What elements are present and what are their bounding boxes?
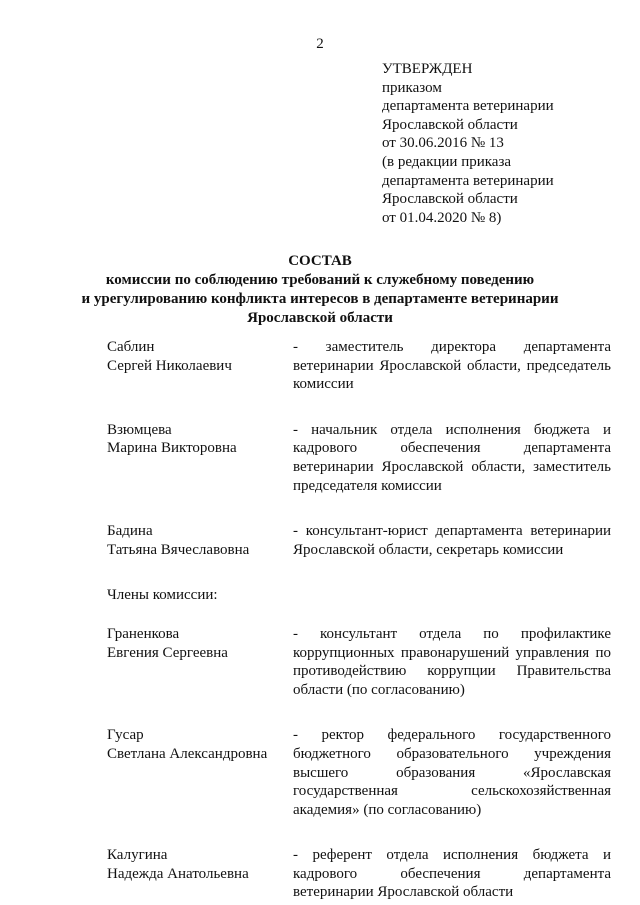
approval-line: департамента ветеринарии: [382, 98, 554, 115]
approval-block: [382, 60, 554, 227]
member-surname: Бадина: [107, 523, 153, 540]
member-given-names: Марина Викторовна: [107, 440, 237, 457]
member-surname: Граненкова: [107, 625, 180, 642]
approval-line: Ярославской области: [382, 116, 518, 133]
heading-line: и урегулированию конфликта интересов в департаменте ветеринарии: [81, 291, 559, 307]
member-name: [107, 625, 293, 699]
document-heading: [60, 252, 580, 328]
member-surname: Взюмцева: [107, 421, 172, 438]
page-number: 2: [316, 36, 324, 52]
member-name: [107, 726, 293, 819]
member-name: [107, 846, 293, 902]
member-given-names: Татьяна Вячеславовна: [107, 541, 250, 558]
member-name: [107, 338, 293, 394]
member-given-names: Евгения Сергеевна: [107, 644, 228, 661]
member-given-names: Надежда Анатольевна: [107, 865, 249, 882]
document-title: СОСТАВ: [288, 253, 352, 269]
member-given-names: Светлана Александровна: [107, 745, 268, 762]
commission-members: [107, 338, 611, 902]
member-entry: [107, 726, 611, 819]
member-surname: Калугина: [107, 847, 168, 864]
member-entry: [107, 846, 611, 902]
member-entry: [107, 522, 611, 559]
member-role: - консультант-юрист департамента ветеринарии Ярославской области, секретарь комиссии: [293, 523, 611, 558]
member-given-names: Сергей Николаевич: [107, 357, 232, 374]
approval-line: от 01.04.2020 № 8): [382, 209, 502, 226]
approval-line: от 30.06.2016 № 13: [382, 135, 504, 152]
member-entry: [107, 338, 611, 394]
approval-line: (в редакции приказа: [382, 153, 512, 170]
member-role: - начальник отдела исполнения бюджета и кадрового обеспечения департамента ветеринарии Ярославской области, заместитель председателя комиссии: [293, 421, 611, 494]
approval-line: УТВЕРЖДЕН: [382, 61, 473, 77]
member-name: [107, 522, 293, 559]
member-role: - референт отдела исполнения бюджета и кадрового обеспечения департамента ветеринарии Ярославской области: [293, 847, 611, 901]
heading-line: комиссии по соблюдению требований к служебному поведению: [105, 272, 535, 288]
member-name: [107, 421, 293, 495]
approval-line: департамента ветеринарии: [382, 172, 554, 189]
approval-line: Ярославской области: [382, 191, 518, 208]
member-entry: [107, 421, 611, 495]
heading-line: Ярославской области: [247, 310, 393, 326]
member-surname: Гусар: [107, 727, 144, 744]
member-role: - консультант отдела по профилактике коррупционных правонарушений управления по противодействию коррупции Правительства области (по согласованию): [293, 625, 611, 698]
members-label: Члены комиссии:: [107, 587, 218, 604]
member-surname: Саблин: [107, 339, 155, 355]
member-entry: [107, 625, 611, 699]
member-role: - заместитель директора департамента ветеринарии Ярославской области, председатель комиссии: [293, 339, 611, 393]
approval-line: приказом: [382, 79, 442, 96]
member-role: - ректор федерального государственного бюджетного образовательного учреждения высшего образования «Ярославская государственная сельскохозяйственная академия» (по согласованию): [293, 727, 611, 818]
